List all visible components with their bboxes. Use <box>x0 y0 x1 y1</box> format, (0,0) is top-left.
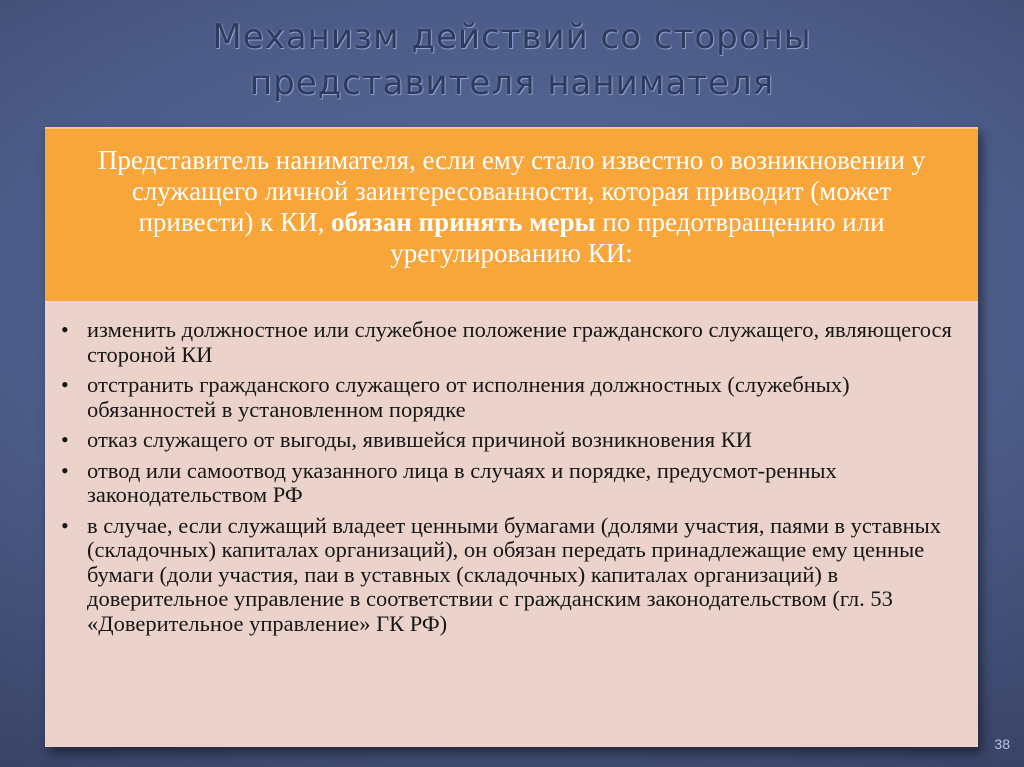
bullet-list <box>59 318 954 636</box>
bullet-icon: • <box>61 427 69 452</box>
bullet-icon: • <box>61 457 69 483</box>
list-item <box>59 373 954 422</box>
header-bold-text: обязан принять меры <box>330 207 596 237</box>
header-text-end: по предотвращению или урегулированию КИ: <box>390 207 885 268</box>
list-item <box>59 428 954 453</box>
bullet-icon: • <box>61 512 69 538</box>
bullet-icon: • <box>61 372 69 397</box>
slide-title-line-1: Механизм действий со стороны <box>212 17 812 57</box>
list-item-text: отвод или самоотвод указанного лица в случаях и порядке, предусмот-ренных законодательством РФ <box>87 457 837 507</box>
slide-title <box>0 14 1024 106</box>
list-item-text: в случае, если служащий владеет ценными бумагами (долями участия, паями в уставных (складочных) капиталах организаций), он обязан передать принадлежащие ему ценные бумаги (доли участия, паи в уставных (складочных) капиталах организаций) в доверительное управление в соответствии с гражданским законодательством (гл. 53 «Доверительное управление» ГК РФ) <box>87 512 941 636</box>
list-item-text: отстранить гражданского служащего от исполнения должностных (служебных) обязанностей в установленном порядке <box>87 372 850 422</box>
header-text: Представитель нанимателя, если ему стало известно о возникновении у служащего личной заинтересованности, которая приводит (может привести) к КИ, <box>97 145 926 237</box>
header-box <box>45 127 978 301</box>
list-item <box>59 318 954 367</box>
content-card <box>45 127 978 747</box>
bullet-icon: • <box>61 317 69 342</box>
list-item <box>59 459 954 508</box>
slide-title-line-2: представителя нанимателя <box>249 63 775 103</box>
list-item-text: изменить должностное или служебное положение гражданского служащего, являющегося стороной КИ <box>87 317 952 367</box>
list-item-text: отказ служащего от выгоды, явившейся причиной возникновения КИ <box>87 427 752 452</box>
list-item <box>59 514 954 637</box>
page-number: 38 <box>994 736 1010 752</box>
body-box <box>45 301 978 747</box>
